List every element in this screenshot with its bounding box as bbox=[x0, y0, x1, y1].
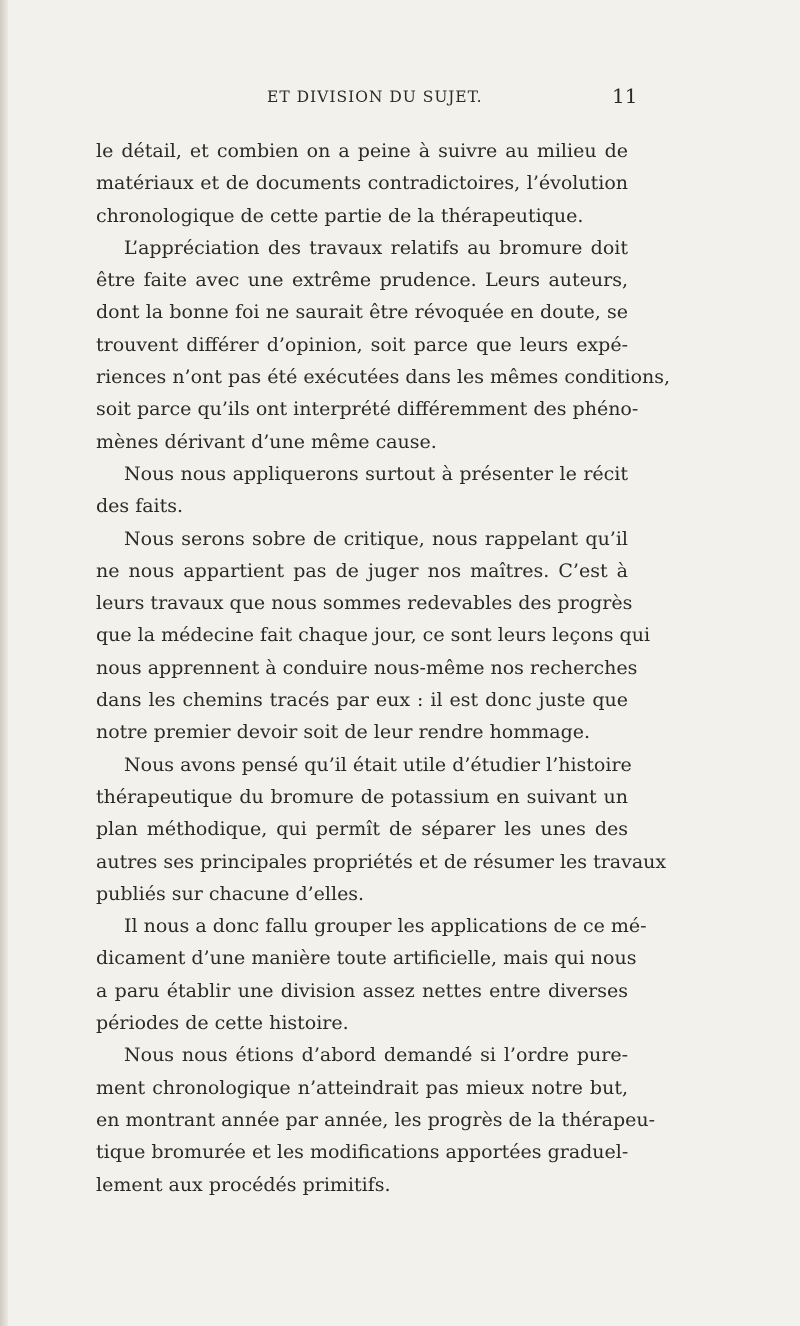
text-line: Nous avons pensé qu’il était utile d’étudier l’histoire bbox=[124, 753, 632, 776]
text-line: Nous nous étions d’abord demandé si l’ordre pure- bbox=[124, 1044, 628, 1067]
text-line: plan méthodique, qui permît de séparer les unes des bbox=[96, 818, 628, 841]
text-line: dont la bonne foi ne saurait être révoquée en doute, se bbox=[96, 301, 628, 324]
text-line: matériaux et de documents contradictoires, l’évolution bbox=[96, 172, 628, 195]
running-head: ET DIVISION DU SUJET. bbox=[267, 88, 483, 106]
text-line: thérapeutique du bromure de potassium en suivant un bbox=[96, 785, 628, 808]
text-line: publiés sur chacune d’elles. bbox=[96, 882, 365, 905]
text-line: tique bromurée et les modifications apportées graduel- bbox=[96, 1141, 629, 1164]
text-line: riences n’ont pas été exécutées dans les mêmes conditions, bbox=[96, 366, 671, 389]
body-text bbox=[96, 135, 671, 1201]
text-line: Nous serons sobre de critique, nous rappelant qu’il bbox=[124, 527, 628, 550]
text-line: ment chronologique n’atteindrait pas mieux notre but, bbox=[96, 1076, 628, 1099]
text-line: autres ses principales propriétés et de résumer les travaux bbox=[96, 850, 667, 873]
text-line: dicament d’une manière toute artificielle, mais qui nous bbox=[96, 947, 637, 970]
text-line: chronologique de cette partie de la thérapeutique. bbox=[96, 204, 584, 227]
page-number: 11 bbox=[612, 84, 638, 108]
text-line: lement aux procédés primitifs. bbox=[96, 1173, 391, 1196]
text-line: le détail, et combien on a peine à suivre au milieu de bbox=[96, 140, 628, 162]
text-line: nous apprennent à conduire nous-même nos recherches bbox=[96, 656, 638, 679]
text-line: mènes dérivant d’une même cause. bbox=[96, 430, 437, 453]
text-line: périodes de cette histoire. bbox=[96, 1012, 349, 1035]
text-line: en montrant année par année, les progrès de la thérapeu- bbox=[96, 1108, 656, 1131]
page-header bbox=[0, 84, 800, 114]
text-line: Il nous a donc fallu grouper les applications de ce mé- bbox=[124, 915, 647, 938]
text-line: soit parce qu’ils ont interprété différemment des phéno- bbox=[96, 398, 639, 421]
text-line: des faits. bbox=[96, 495, 184, 518]
text-line: Nous nous appliquerons surtout à présenter le récit bbox=[124, 462, 628, 485]
text-line: ne nous appartient pas de juger nos maîtres. C’est à bbox=[96, 559, 628, 582]
text-line: que la médecine fait chaque jour, ce sont leurs leçons qui bbox=[96, 624, 651, 647]
page-edge bbox=[0, 0, 8, 1326]
text-line: L’appréciation des travaux relatifs au bromure doit bbox=[124, 236, 628, 259]
text-line: dans les chemins tracés par eux : il est donc juste que bbox=[96, 689, 628, 712]
text-line: trouvent différer d’opinion, soit parce que leurs expé- bbox=[96, 333, 628, 356]
text-line: a paru établir une division assez nettes entre diverses bbox=[96, 979, 628, 1002]
text-line: leurs travaux que nous sommes redevables des progrès bbox=[96, 592, 633, 615]
text-line: être faite avec une extrême prudence. Leurs auteurs, bbox=[96, 269, 628, 292]
text-line: notre premier devoir soit de leur rendre hommage. bbox=[96, 721, 591, 744]
